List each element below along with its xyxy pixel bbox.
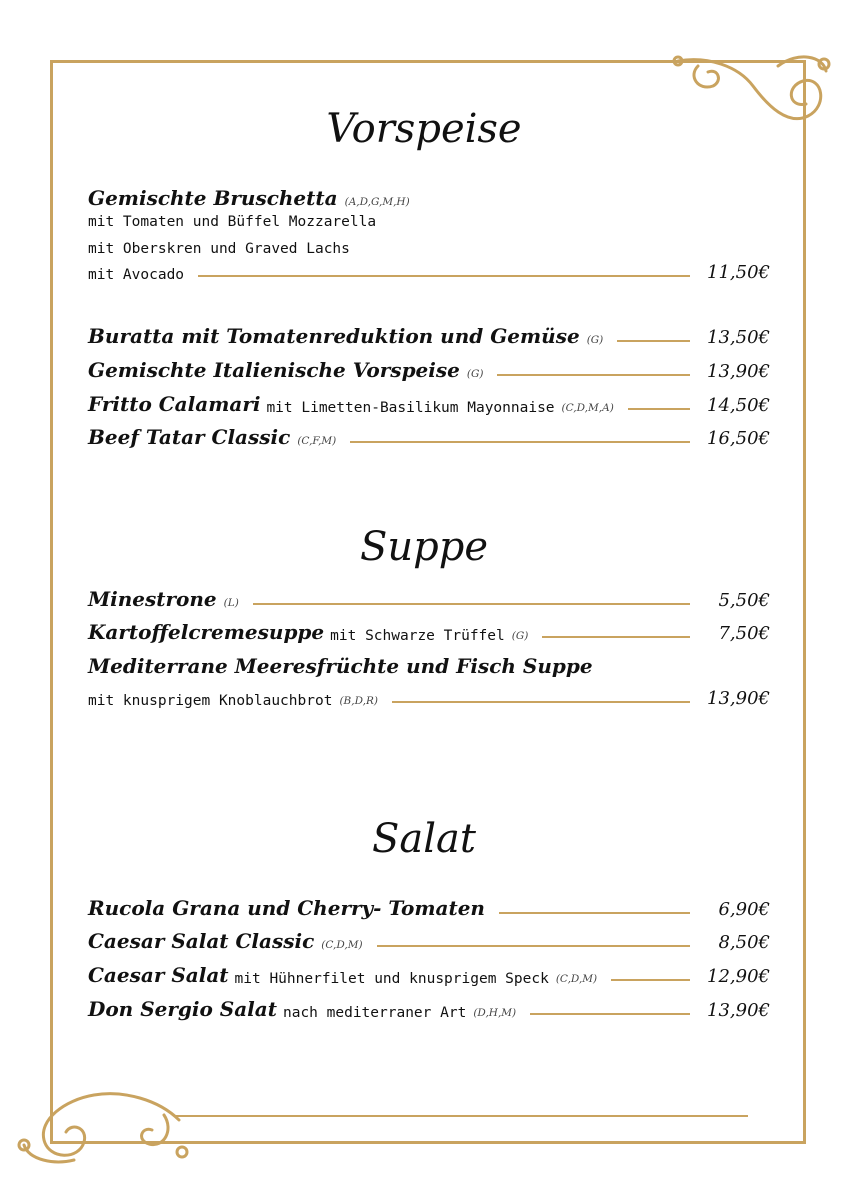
item-price: 14,50€ xyxy=(707,395,770,416)
item-allergens: (G) xyxy=(466,368,484,380)
item-name: Don Sergio Salat xyxy=(88,997,277,1021)
item-name: Kartoffelcremesuppe xyxy=(88,620,325,644)
section-title-salat: Salat xyxy=(372,816,476,862)
leader-line xyxy=(611,979,690,981)
item-allergens: (G) xyxy=(511,630,529,642)
menu-item-fisch-suppe xyxy=(88,654,770,678)
item-price: 13,90€ xyxy=(707,688,770,709)
leader-line xyxy=(617,340,690,342)
leader-line xyxy=(530,1013,690,1015)
menu-item-fisch-suppe-price-row xyxy=(88,688,770,709)
item-description: mit Hühnerfilet und knusprigem Speck xyxy=(234,971,549,987)
menu-item xyxy=(88,620,770,644)
item-price: 16,50€ xyxy=(707,428,770,449)
item-allergens: (C,D,M,A) xyxy=(561,402,614,414)
item-allergens: (A,D,G,M,H) xyxy=(344,196,410,208)
menu-item xyxy=(88,324,770,348)
section-title-vorspeise: Vorspeise xyxy=(326,106,522,152)
menu-item xyxy=(88,997,770,1021)
item-name: Fritto Calamari xyxy=(88,392,261,416)
item-price: 12,90€ xyxy=(707,966,770,987)
item-name: Caesar Salat xyxy=(88,963,229,987)
item-description: mit Schwarze Trüffel xyxy=(330,628,505,644)
item-description: mit Tomaten und Büffel Mozzarella xyxy=(88,214,377,230)
leader-line xyxy=(253,603,690,605)
menu-item xyxy=(88,425,770,449)
menu-item xyxy=(88,392,770,416)
leader-line xyxy=(377,945,690,947)
leader-line xyxy=(499,912,690,914)
item-name: Rucola Grana und Cherry- Tomaten xyxy=(88,896,485,920)
item-price: 7,50€ xyxy=(718,623,770,644)
menu-item-bruschetta-price-row xyxy=(88,262,770,283)
item-description: mit Oberskren und Graved Lachs xyxy=(88,241,350,257)
leader-line xyxy=(542,636,690,638)
item-name: Minestrone xyxy=(88,587,217,611)
leader-line xyxy=(350,441,690,443)
item-name: Mediterrane Meeresfrüchte und Fisch Suppe xyxy=(88,654,593,678)
item-allergens: (B,D,R) xyxy=(339,695,378,707)
item-name: Beef Tatar Classic xyxy=(88,425,291,449)
item-description: nach mediterraner Art xyxy=(282,1005,467,1021)
item-price: 8,50€ xyxy=(718,932,770,953)
leader-line xyxy=(628,408,690,410)
item-allergens: (C,F,M) xyxy=(297,435,337,447)
bottom-divider xyxy=(175,1115,748,1117)
item-description: mit Avocado xyxy=(88,267,185,283)
leader-line xyxy=(497,374,690,376)
item-allergens: (G) xyxy=(586,334,604,346)
gold-swirl-icon xyxy=(14,1060,194,1170)
menu-item xyxy=(88,358,770,382)
leader-line xyxy=(198,275,690,277)
item-name: Buratta mit Tomatenreduktion und Gemüse xyxy=(88,324,580,348)
item-price: 13,50€ xyxy=(707,327,770,348)
item-description: mit Limetten-Basilikum Mayonnaise xyxy=(266,400,555,416)
item-description: mit knusprigem Knoblauchbrot xyxy=(88,693,333,709)
item-price: 6,90€ xyxy=(718,899,770,920)
menu-item-bruschetta xyxy=(88,186,770,210)
item-name: Gemischte Bruschetta xyxy=(88,186,338,210)
item-price: 13,90€ xyxy=(707,1000,770,1021)
menu-item xyxy=(88,896,770,920)
item-price: 13,90€ xyxy=(707,361,770,382)
item-allergens: (L) xyxy=(223,597,239,609)
item-allergens: (D,H,M) xyxy=(473,1007,517,1019)
leader-line xyxy=(392,701,690,703)
item-price: 5,50€ xyxy=(718,590,770,611)
item-allergens: (C,D,M) xyxy=(321,939,363,951)
section-title-suppe: Suppe xyxy=(359,524,489,570)
item-name: Gemischte Italienische Vorspeise xyxy=(88,358,460,382)
item-name: Caesar Salat Classic xyxy=(88,929,315,953)
menu-item xyxy=(88,929,770,953)
item-price: 11,50€ xyxy=(707,262,770,283)
item-allergens: (C,D,M) xyxy=(555,973,598,985)
menu-item xyxy=(88,587,770,611)
menu-item xyxy=(88,963,770,987)
